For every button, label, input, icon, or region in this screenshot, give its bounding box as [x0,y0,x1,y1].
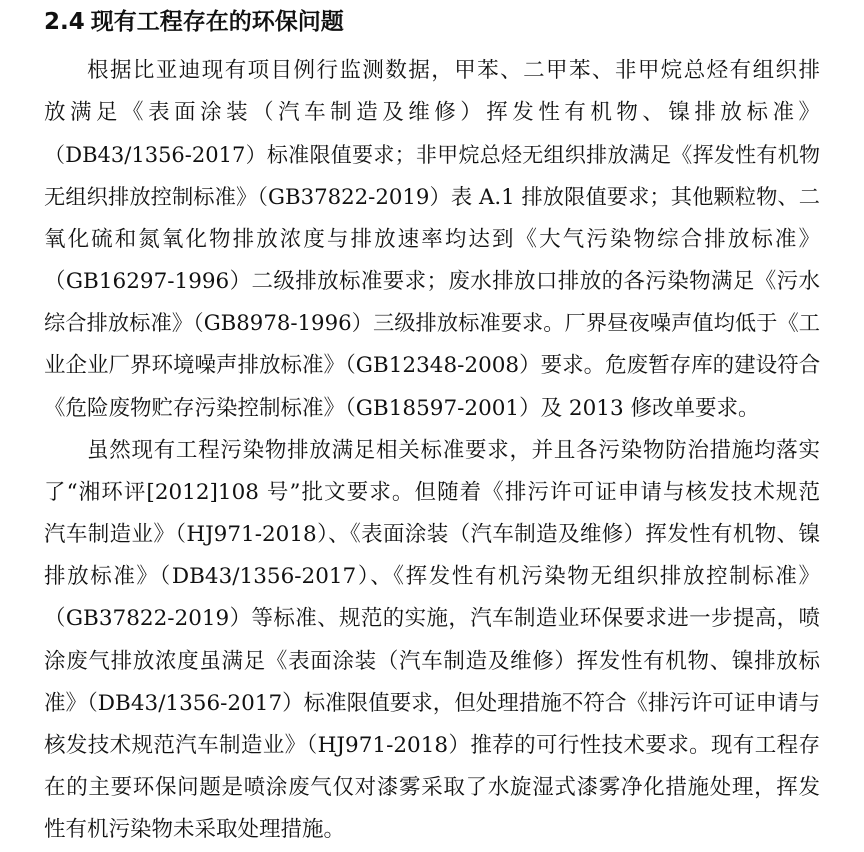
text-line: 根据比亚迪现有项目例行监测数据，甲苯、二甲苯、非甲烷总烃有组织排 [87,58,820,83]
text-line: 了“湘环评[2012]108 号”批文要求。但随着《排污许可证申请与核发技术规范 [44,479,820,505]
text-line: （GB37822-2019）等标准、规范的实施，汽车制造业环保要求进一步提高，喷 [44,606,820,632]
document-page [44,0,820,852]
text-line: 核发技术规范汽车制造业》（HJ971-2018）推荐的可行性技术要求。现有工程存 [44,733,820,758]
text-line: （DB43/1356-2017）标准限值要求；非甲烷总烃无组织排放满足《挥发性有机物 [44,143,820,168]
text-line: 无组织排放控制标准》（GB37822-2019）表 A.1 排放限值要求；其他颗粒物、二 [44,184,820,210]
text-line: 在的主要环保问题是喷涂废气仅对漆雾采取了水旋湿式漆雾净化措施处理，挥发 [44,775,820,801]
section-number: 2.4 [44,9,85,35]
text-line: 汽车制造业》（HJ971-2018）、《表面涂装（汽车制造及维修）挥发性有机物、镍 [44,522,820,548]
text-line: 放满足《表面涂装（汽车制造及维修）挥发性有机物、镍排放标准》 [44,100,820,126]
section-heading [44,0,820,40]
text-line: 虽然现有工程污染物排放满足相关标准要求，并且各污染物防治措施均落实 [87,437,820,463]
paragraph-monitoring-results [44,50,820,430]
text-line: 《危险废物贮存污染控制标准》（GB18597-2001）及 2013 修改单要求。 [44,395,760,421]
section-title: 现有工程存在的环保问题 [90,9,344,35]
text-line: （GB16297-1996）二级排放标准要求；废水排放口排放的各污染物满足《污水 [44,268,820,294]
text-line: 性有机污染物未采取处理措施。 [44,817,346,843]
document-body [44,50,820,852]
text-line: 准》（DB43/1356-2017）标准限值要求，但处理措施不符合《排污许可证申请与 [44,690,820,716]
text-line: 业企业厂界环境噪声排放标准》（GB12348-2008）要求。危废暂存库的建设符合 [44,353,820,379]
text-line: 综合排放标准》（GB8978-1996）三级排放标准要求。厂界昼夜噪声值均低于《工 [44,311,820,337]
text-line: 氧化硫和氮氧化物排放浓度与排放速率均达到《大气污染物综合排放标准》 [44,226,820,252]
text-line: 涂废气排放浓度虽满足《表面涂装（汽车制造及维修）挥发性有机物、镍排放标 [44,648,820,674]
paragraph-environmental-problems [44,430,820,852]
text-line: 排放标准》（DB43/1356-2017）、《挥发性有机污染物无组织排放控制标准》 [44,564,820,590]
